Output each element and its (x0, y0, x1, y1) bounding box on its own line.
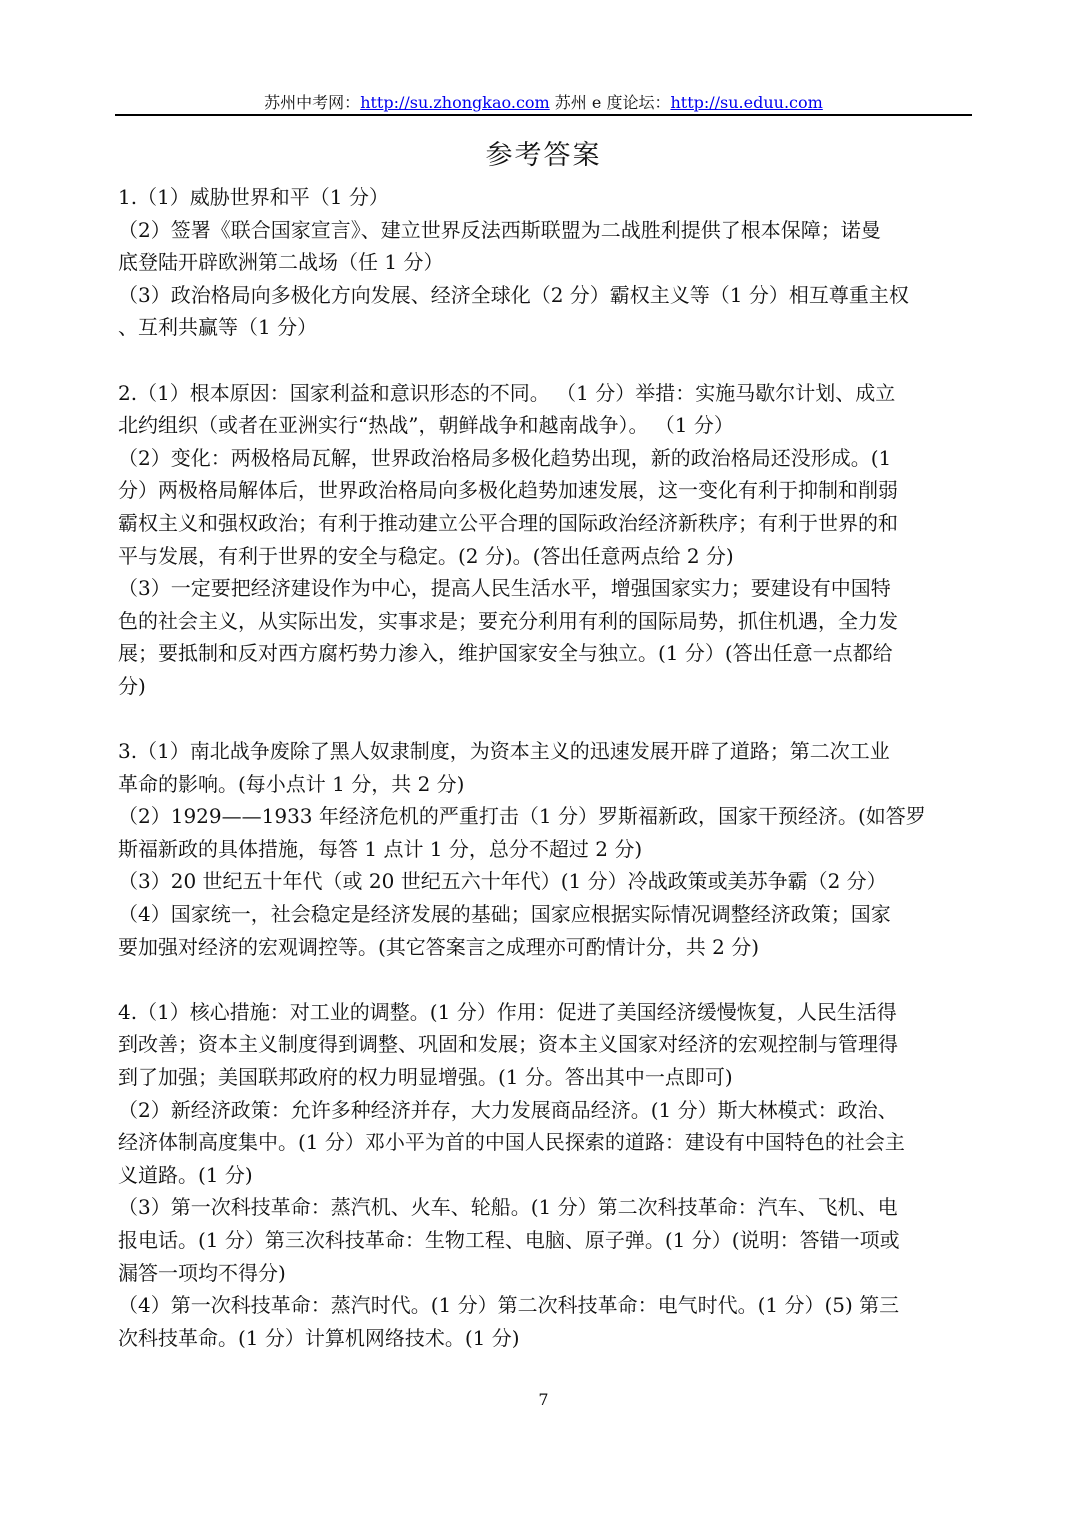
eduu-link[interactable]: http://su.eduu.com (670, 93, 823, 112)
zhongkao-link[interactable]: http://su.zhongkao.com (360, 93, 550, 112)
answer-line: 霸权主义和强权政治；有利于推动建立公平合理的国际政治经济新秩序；有利于世界的和 (118, 510, 898, 535)
header-label-eduu: 苏州 e 度论坛： (549, 93, 671, 112)
answer-line: 要加强对经济的宏观调控等。(其它答案言之成理亦可酌情计分，共 2 分) (118, 934, 760, 959)
header-label-zhongkao: 苏州中考网： (264, 93, 361, 112)
answer-line: （2）新经济政策：允许多种经济并存，大力发展商品经济。(1 分）斯大林模式：政治、 (118, 1097, 898, 1122)
answer-line: 分）两极格局解体后，世界政治格局向多极化趋势加速发展，这一变化有利于抑制和削弱 (118, 478, 898, 503)
answer-line: 展；要抵制和反对西方腐朽势力渗入，维护国家安全与独立。(1 分）(答出任意一点都给 (118, 641, 893, 666)
answer-line: （2）签署《联合国家宣言》、建立世界反法西斯联盟为二战胜利提供了根本保障；诺曼 (118, 217, 881, 242)
answer-line: （3）一定要把经济建设作为中心，提高人民生活水平，增强国家实力；要建设有中国特 (118, 576, 891, 601)
answer-line: （2）1929——1933 年经济危机的严重打击（1 分）罗斯福新政，国家干预经济。(如答罗 (118, 804, 926, 829)
answer-line: 斯福新政的具体措施，每答 1 点计 1 分，总分不超过 2 分) (118, 836, 643, 861)
answer-line: 分) (118, 673, 146, 698)
answer-line: 4.（1）核心措施：对工业的调整。(1 分）作用：促进了美国经济缓慢恢复，人民生活得 (118, 999, 897, 1024)
answer-line: （2）变化：两极格局瓦解，世界政治格局多极化趋势出现，新的政治格局还没形成。(1 (118, 445, 892, 470)
answer-line: 到改善；资本主义制度得到调整、巩固和发展；资本主义国家对经济的宏观控制与管理得 (118, 1032, 898, 1057)
answer-line: （3）政治格局向多极化方向发展、经济全球化（2 分）霸权主义等（1 分）相互尊重主权 (118, 282, 909, 307)
page-title: 参考答案 (485, 140, 602, 171)
answer-line: 革命的影响。(每小点计 1 分，共 2 分) (118, 771, 465, 796)
blank-line (118, 963, 978, 996)
answer-line: （3）20 世纪五十年代（或 20 世纪五六十年代）(1 分）冷战政策或美苏争霸（2 分） (118, 869, 887, 894)
answer-line: 北约组织（或者在亚洲实行“热战”，朝鲜战争和越南战争）。 （1 分） (118, 413, 734, 438)
answer-line: 次科技革命。(1 分）计算机网络技术。(1 分) (118, 1325, 520, 1350)
answer-content (118, 181, 978, 1354)
header-divider (115, 114, 972, 116)
answer-line: 漏答一项均不得分) (118, 1260, 286, 1285)
answer-line: 、互利共赢等（1 分） (118, 315, 318, 340)
answer-line: 经济体制高度集中。(1 分）邓小平为首的中国人民探索的道路：建设有中国特色的社会主 (118, 1130, 905, 1155)
answer-line: （3）第一次科技革命：蒸汽机、火车、轮船。(1 分）第二次科技革命：汽车、飞机、电 (118, 1195, 898, 1220)
answer-line: 3.（1）南北战争废除了黑人奴隶制度，为资本主义的迅速发展开辟了道路；第二次工业 (118, 739, 890, 764)
page-header (0, 90, 1087, 113)
answer-line: 1.（1）威胁世界和平（1 分） (118, 185, 389, 209)
answer-line: 2.（1）根本原因：国家利益和意识形态的不同。 （1 分）举措：实施马歇尔计划、成立 (118, 380, 896, 405)
answer-line: 义道路。(1 分) (118, 1162, 253, 1187)
answer-line: （4）第一次科技革命：蒸汽时代。(1 分）第二次科技革命：电气时代。(1 分）(5) 第三 (118, 1293, 900, 1318)
answer-line: 到了加强；美国联邦政府的权力明显增强。(1 分。答出其中一点即可) (118, 1065, 733, 1090)
answer-line: 报电话。(1 分）第三次科技革命：生物工程、电脑、原子弹。(1 分）(说明：答错一项或 (118, 1228, 900, 1252)
page-number: 7 (538, 1390, 549, 1409)
answer-line: 底登陆开辟欧洲第二战场（任 1 分） (118, 250, 444, 275)
blank-line (118, 703, 978, 736)
answer-line: （4）国家统一，社会稳定是经济发展的基础；国家应根据实际情况调整经济政策；国家 (118, 902, 891, 927)
answer-line: 色的社会主义，从实际出发，实事求是；要充分利用有利的国际局势，抓住机遇，全力发 (118, 608, 898, 633)
answer-line: 平与发展，有利于世界的安全与稳定。(2 分)。(答出任意两点给 2 分) (118, 543, 734, 568)
blank-line (118, 344, 978, 377)
